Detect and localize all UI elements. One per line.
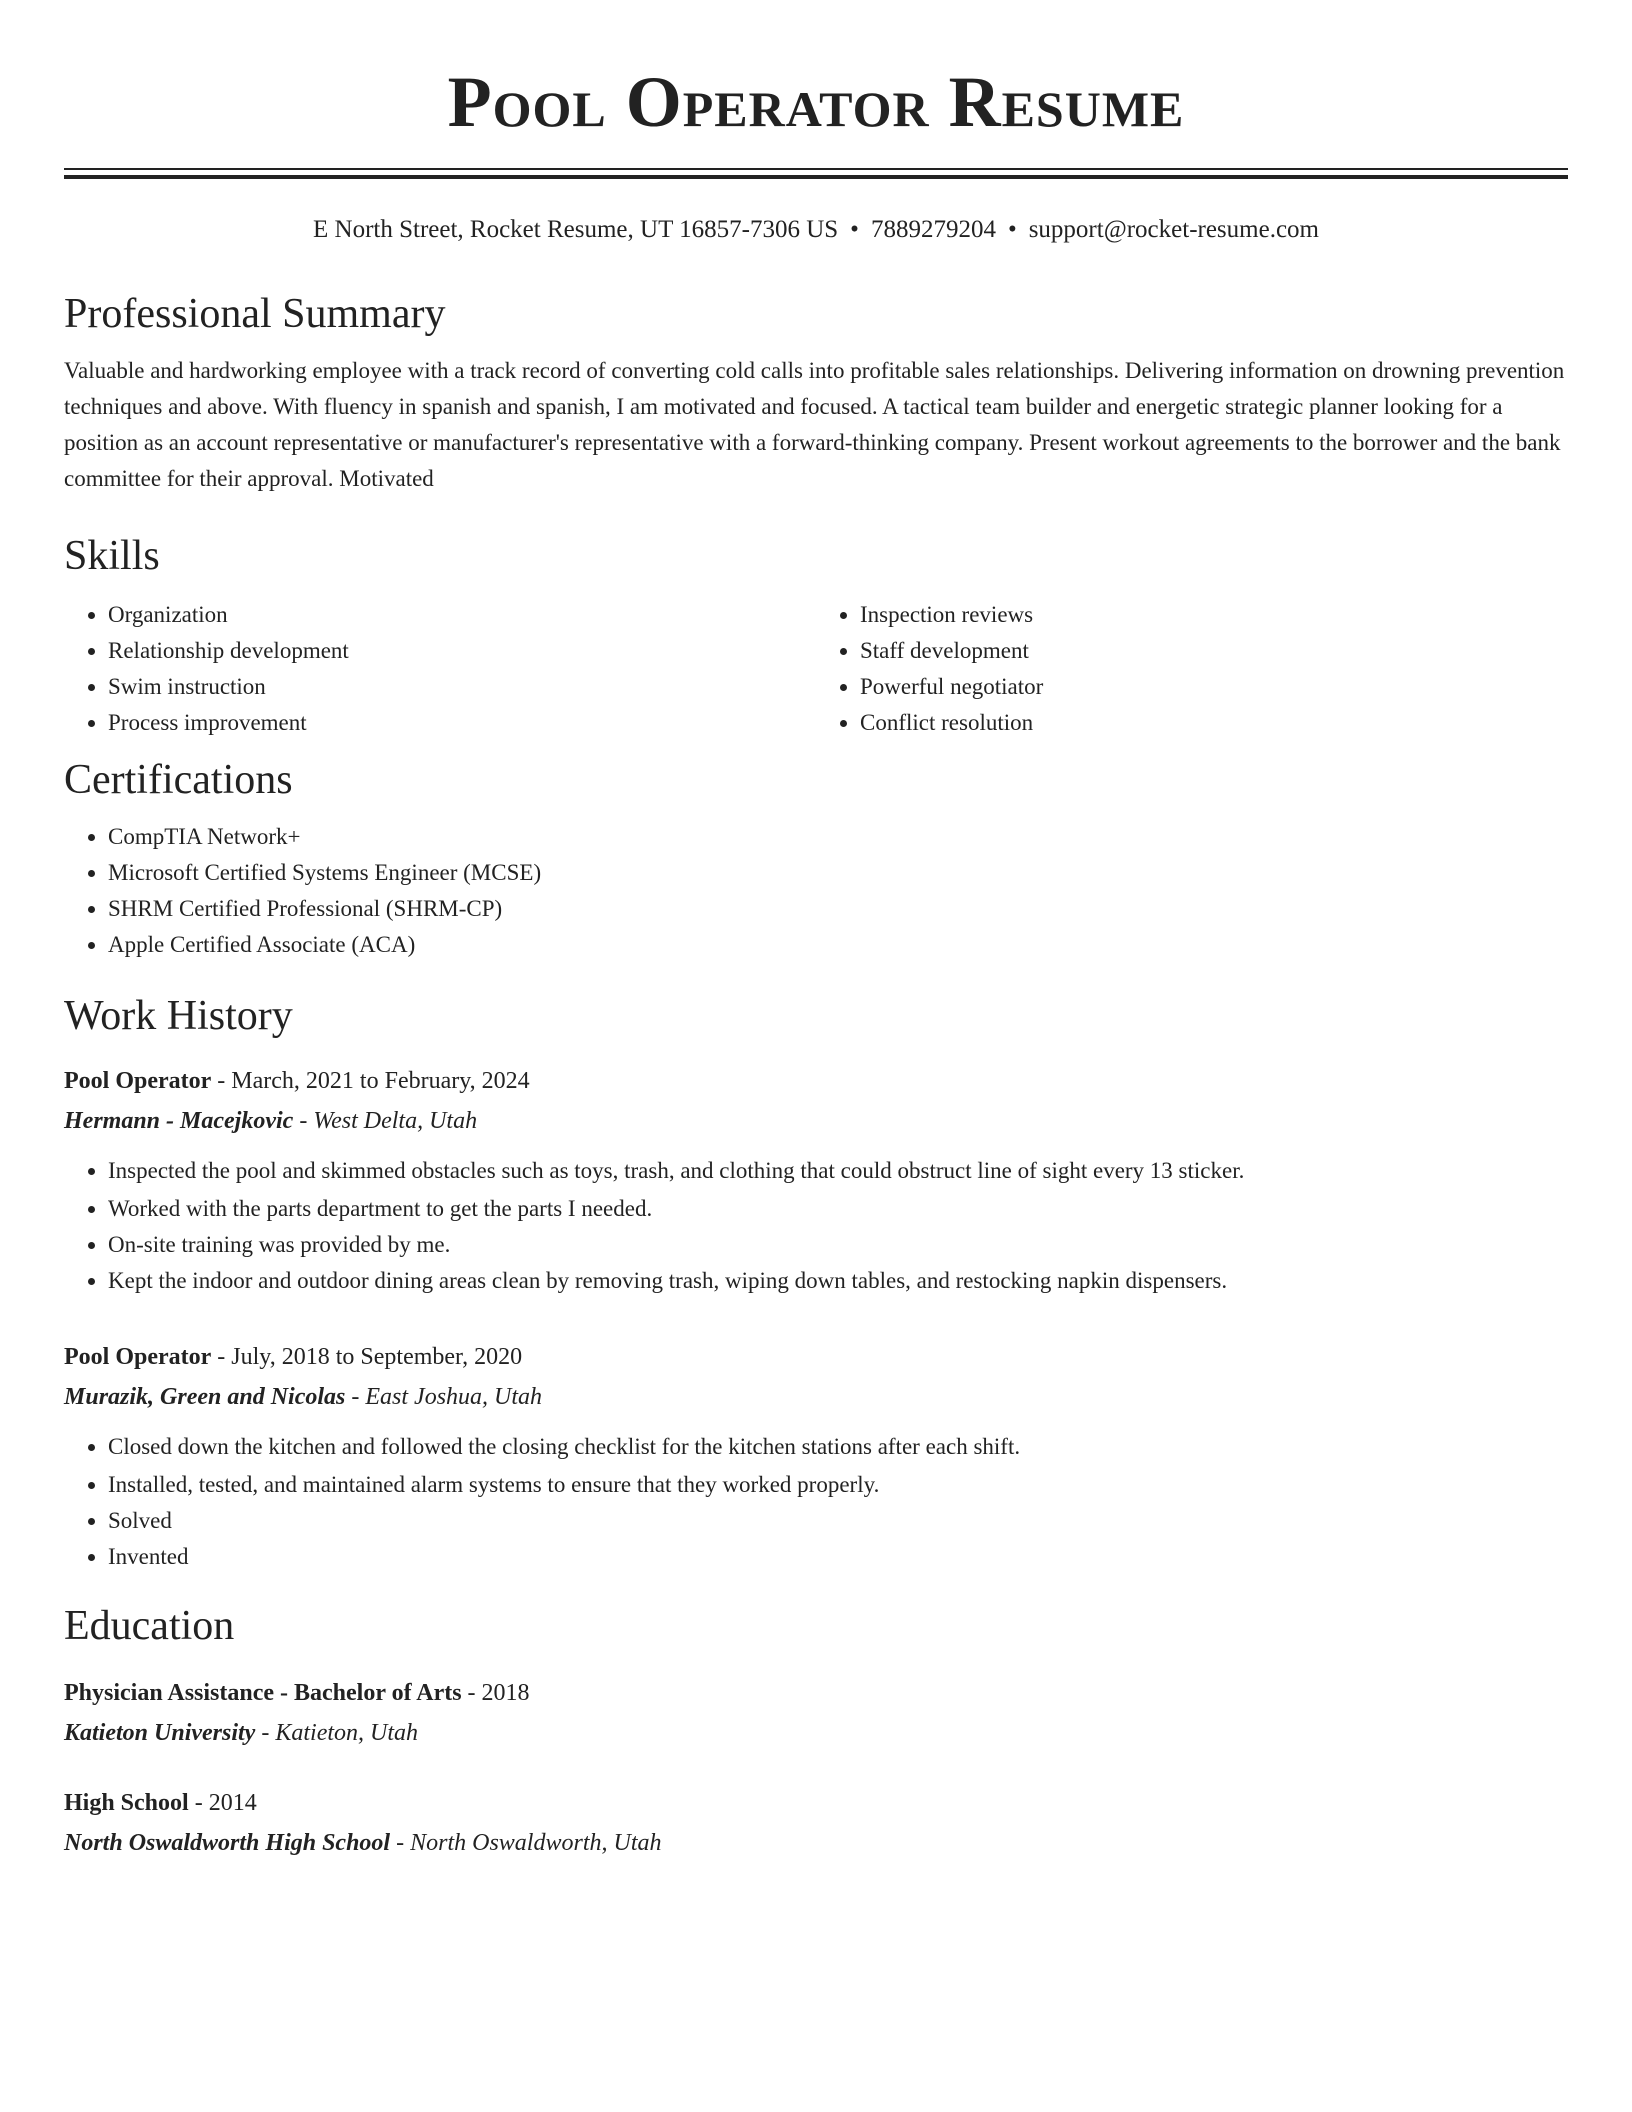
dash: - [217, 1068, 226, 1094]
school-line [64, 1713, 1568, 1753]
job-duty: • Kept the indoor and outdoor dining areas clean by removing trash, wiping down tables, and restocking napkin dispensers. [108, 1263, 1568, 1299]
skill-item: • Inspection reviews [860, 597, 1568, 633]
school-name: North Oswaldworth High School [64, 1830, 391, 1856]
company-line [64, 1101, 1568, 1141]
title-divider [64, 168, 1568, 179]
certification-item: • Apple Certified Associate (ACA) [108, 927, 1568, 963]
job-duty: • Invented [108, 1539, 1568, 1575]
job-duties-list [64, 1153, 1568, 1299]
company-name: Hermann - Macejkovic [64, 1108, 294, 1134]
skill-item: • Process improvement [108, 705, 816, 741]
work-history-heading: Work History [64, 993, 293, 1039]
school-name: Katieton University [64, 1720, 256, 1746]
company-name: Murazik, Green and Nicolas [64, 1384, 346, 1410]
education-entry [64, 1673, 1568, 1753]
skill-item: • Conflict resolution [860, 705, 1568, 741]
contact-phone: 7889279204 [870, 216, 996, 243]
degree-name: High School [64, 1790, 189, 1816]
school-location: Katieton, Utah [275, 1720, 419, 1746]
company-location: East Joshua, Utah [365, 1384, 543, 1410]
work-history-section [64, 991, 1568, 1575]
job-duty: • Worked with the parts department to get the parts I needed. [108, 1191, 1568, 1227]
dash: - [261, 1720, 270, 1746]
job-duty: • Inspected the pool and skimmed obstacles such as toys, trash, and clothing that could obstruct line of sight every 13 sticker. [108, 1153, 1568, 1189]
dash: - [351, 1384, 360, 1410]
dash: - [396, 1830, 405, 1856]
skill-item: • Swim instruction [108, 669, 816, 705]
company-location: West Delta, Utah [313, 1108, 478, 1134]
school-line [64, 1823, 1568, 1863]
job-title-line [64, 1061, 1568, 1101]
summary-section [64, 289, 1568, 497]
job-duty: • Installed, tested, and maintained alarm systems to ensure that they worked properly. [108, 1467, 1568, 1503]
contact-address: E North Street, Rocket Resume, UT 16857-7306 US [313, 216, 839, 243]
degree-line [64, 1783, 1568, 1823]
summary-heading: Professional Summary [64, 291, 446, 337]
dash: - [299, 1108, 308, 1134]
skills-heading: Skills [64, 533, 160, 579]
job-title: Pool Operator [64, 1068, 212, 1094]
certifications-heading: Certifications [64, 757, 293, 803]
summary-text: Valuable and hardworking employee with a track record of converting cold calls into profitable sales relationships. Delivering information on drowning prevention techniques and above. With fluency in spanish and spanish, I am motivated and focused. A tactical team builder and energetic strategic planner looking for a position as an account representative or manufacturer's representative with a forward-thinking company. Present workout agreements to the borrower and the bank committee for their approval. Motivated [64, 358, 1565, 491]
job-title-line [64, 1337, 1568, 1377]
dash: - [467, 1680, 476, 1706]
contact-email: support@rocket-resume.com [1028, 216, 1319, 243]
skill-item: • Staff development [860, 633, 1568, 669]
skills-section [64, 531, 1568, 741]
certification-item: • SHRM Certified Professional (SHRM-CP) [108, 891, 1568, 927]
degree-name: Physician Assistance - Bachelor of Arts [64, 1680, 462, 1706]
skills-list-left [64, 597, 816, 741]
dash: - [217, 1344, 226, 1370]
certification-item: • Microsoft Certified Systems Engineer (MCSE) [108, 855, 1568, 891]
school-location: North Oswaldworth, Utah [410, 1830, 662, 1856]
graduation-year: 2014 [208, 1790, 257, 1816]
certifications-list [64, 819, 1568, 963]
certification-item: • CompTIA Network+ [108, 819, 1568, 855]
skills-columns [64, 597, 1568, 741]
job-duty: • On-site training was provided by me. [108, 1227, 1568, 1263]
contact-separator: • [1007, 216, 1017, 243]
skill-item: • Relationship development [108, 633, 816, 669]
job-entry [64, 1061, 1568, 1299]
job-dates: July, 2018 to September, 2020 [231, 1344, 523, 1370]
job-duties-list [64, 1429, 1568, 1575]
education-heading: Education [64, 1603, 235, 1649]
education-entry [64, 1783, 1568, 1863]
skill-item: • Organization [108, 597, 816, 633]
company-line [64, 1377, 1568, 1417]
job-entry [64, 1337, 1568, 1575]
dash: - [194, 1790, 203, 1816]
job-duty: • Closed down the kitchen and followed the closing checklist for the kitchen stations after each shift. [108, 1429, 1568, 1465]
skills-list-right [816, 597, 1568, 741]
page-title: Pool Operator Resume [447, 62, 1185, 142]
education-section [64, 1601, 1568, 1863]
graduation-year: 2018 [481, 1680, 530, 1706]
skill-item: • Powerful negotiator [860, 669, 1568, 705]
job-title: Pool Operator [64, 1344, 212, 1370]
job-duty: • Solved [108, 1503, 1568, 1539]
contact-separator: • [850, 216, 859, 243]
contact-line [64, 213, 1568, 247]
degree-line [64, 1673, 1568, 1713]
job-dates: March, 2021 to February, 2024 [231, 1068, 530, 1094]
certifications-section [64, 755, 1568, 963]
